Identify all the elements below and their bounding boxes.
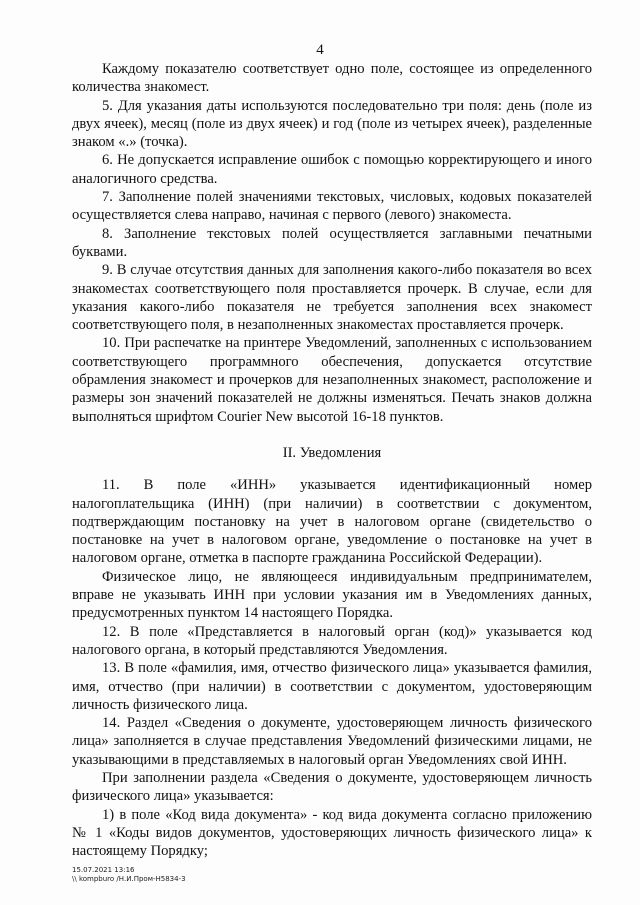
paragraph-quantity-of-cells: Каждому показателю соответствует одно поле, состоящее из определенного количества знакомест. [72, 61, 592, 96]
footer-stamp [72, 866, 186, 884]
paragraph-identity-section-intro: При заполнении раздела «Сведения о документе, удостоверяющем личность физического лица» указывается: [72, 769, 592, 805]
paragraph-item-1-document-code: 1) в поле «Код вида документа» - код вида документа согласно приложению № 1 «Коды видов документов, удостоверяющих личность физического лица» к настоящему Порядку; [72, 806, 592, 860]
footer-timestamp: 15.07.2021 13:16 [72, 866, 135, 874]
paragraph-individual-inn: Физическое лицо, не являющееся индивидуальным предпринимателем, вправе не указывать ИНН при условии указания им в Уведомлениях данных, предусмотренных пунктом 14 настоящего Порядка. [72, 568, 592, 622]
paragraph-10-printing: 10. При распечатке на принтере Уведомлений, заполненных с использованием соответствующего программного обеспечения, допускается отсутствие обрамления знакомест и прочерков для незаполненных знакомест, расположение и размеры зон значений показателей не должны изменяться. Печать знаков должна выполняться шрифтом Courier New высотой 16-18 пунктов. [72, 335, 592, 425]
paragraph-6-no-corrections: 6. Не допускается исправление ошибок с помощью корректирующего и иного аналогичного средства. [72, 152, 592, 187]
footer-file-path: \\ kompburo /Н.И.Пром-H5834-3 [72, 875, 186, 883]
paragraph-8-capital-letters: 8. Заполнение текстовых полей осуществляется заглавными печатными буквами. [72, 225, 592, 260]
paragraph-11-inn: 11. В поле «ИНН» указывается идентификационный номер налогоплательщика (ИНН) (при наличии) в соответствии с документом, подтверждающим постановку на учет в налоговом органе (свидетельство о постановке на учет в налоговом органе, уведомление о постановке на учет в налоговом органе, отметка в паспорте гражданина Российской Федерации). [72, 477, 592, 567]
paragraph-7-fill-direction: 7. Заполнение полей значениями текстовых, числовых, кодовых показателей осуществляется слева направо, начиная с первого (левого) знакоместа. [72, 189, 592, 224]
section-heading: II. Уведомления [282, 444, 382, 461]
page-number: 4 [316, 42, 324, 58]
document-body [72, 60, 592, 860]
paragraph-14-identity-document: 14. Раздел «Сведения о документе, удостоверяющем личность физического лица» заполняется в случае представления Уведомлений физическими лицами, не указывающими в представляемых в налоговый орган Уведомлениях свой ИНН. [72, 715, 592, 768]
paragraph-13-full-name: 13. В поле «фамилия, имя, отчество физического лица» указывается фамилия, имя, отчество (при наличии) в соответствии с документом, удостоверяющим личность физического лица. [72, 660, 592, 713]
paragraph-9-dash-for-empty: 9. В случае отсутствия данных для заполнения какого-либо показателя во всех знакоместах соответствующего поля проставляется прочерк. В случае, если для указания какого-либо показателя не требуется заполнения всех знакомест соответствующего поля, в незаполненных знакоместах проставляется прочерк. [72, 262, 592, 334]
paragraph-5-date-fields: 5. Для указания даты используются последовательно три поля: день (поле из двух ячеек), месяц (поле из двух ячеек) и год (поле из четырех ячеек), разделенные знаком «.» (точка). [72, 97, 592, 151]
paragraph-12-tax-authority-code: 12. В поле «Представляется в налоговый орган (код)» указывается код налогового органа, в который представляются Уведомления. [72, 623, 592, 658]
